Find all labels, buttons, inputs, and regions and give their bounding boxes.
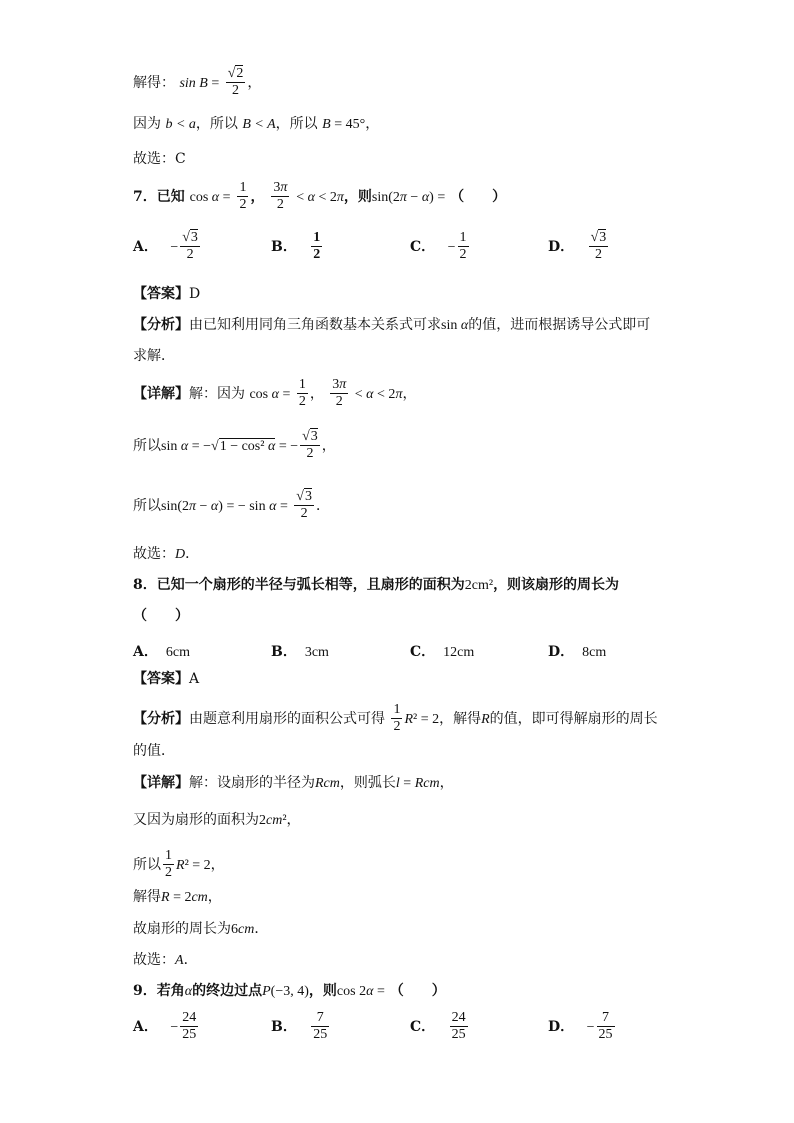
q9-option-a: A． − $\frac{24}{25}$ <box>133 1010 197 1043</box>
question-8: 8．已知一个扇形的半径与弧长相等，且扇形的面积为2cm²，则该扇形的周长为 <box>133 577 620 593</box>
q7-option-c: C． − $\frac{1}{2}$ <box>410 230 467 263</box>
q8-detail-1: 【详解】解：设扇形的半径为Rcm，则弧长l = Rcm， <box>133 775 454 791</box>
q7-detail-3: 所以sin(2π − α) = − sin α = $\frac{√3}{2}$ ． <box>133 489 330 522</box>
question-9: 9．若角α的终边过点P(−3, 4)，则cos 2α = （ ） <box>133 983 446 999</box>
q8-detail-4: 解得R = 2cm， <box>133 889 222 905</box>
q7-answer: 【答案】D <box>133 286 201 302</box>
q8-option-b: B． 3cm <box>271 644 329 660</box>
q7-detail-2: 所以sin α = −√1 − cos² α = − $\frac{√3}{2}$ ， <box>133 429 336 462</box>
q7-detail-1: 【详解】解：因为 cos α = $\frac{1}{2}$ ， $\frac{3\pi}{2}$ < α < 2π， <box>133 377 417 410</box>
q8-detail-3: 所以 $\frac{1}{2}$ R² = 2， <box>133 848 225 881</box>
solve-line-sinB: 解得： sin B = $\frac{√2}{2}$ ， <box>133 66 262 99</box>
q9-option-d: D． − $\frac{7}{25}$ <box>548 1010 613 1043</box>
q8-analysis: 【分析】由题意利用扇形的面积公式可得 $\frac{1}{2}$ R² = 2，解得R的值，即可得解扇形的周长 <box>133 702 658 735</box>
q7-analysis: 【分析】由已知利用同角三角函数基本关系式可求sin α的值，进而根据诱导公式即可 <box>133 317 651 333</box>
q8-option-c: C． 12cm <box>410 644 475 660</box>
q7-analysis-cont: 求解． <box>133 348 175 364</box>
q9-option-b: B． $\frac{7}{25}$ <box>271 1010 328 1043</box>
q8-analysis-cont: 的值． <box>133 743 175 759</box>
q9-option-c: C． $\frac{24}{25}$ <box>410 1010 466 1043</box>
q7-choose: 故选：D． <box>133 546 200 562</box>
q7-option-d: D． $\frac{√3}{2}$ <box>548 230 607 263</box>
q8-option-a: A． 6cm <box>133 644 190 660</box>
q7-option-a: A． − $\frac{√3}{2}$ <box>133 230 198 263</box>
question-7: 7．已知 cos α = $\frac{1}{2}$ ， $\frac{3\pi}{2}$ < α < 2π，则sin(2π − α) = （ ） <box>133 180 507 213</box>
choose-line-top: 故选：C <box>133 151 186 167</box>
q8-option-d: D． 8cm <box>548 644 607 660</box>
reason-line: 因为 b < a，所以 B < A，所以 B = 45°， <box>133 116 380 132</box>
q8-detail-5: 故扇形的周长为6cm． <box>133 921 269 937</box>
q7-option-b: B． $\frac{1}{2}$ <box>271 230 321 263</box>
q8-choose: 故选：A． <box>133 952 198 968</box>
q8-answer: 【答案】A <box>133 671 200 687</box>
question-8-paren: （ ） <box>133 608 189 624</box>
q8-detail-2: 又因为扇形的面积为2cm²， <box>133 812 301 828</box>
